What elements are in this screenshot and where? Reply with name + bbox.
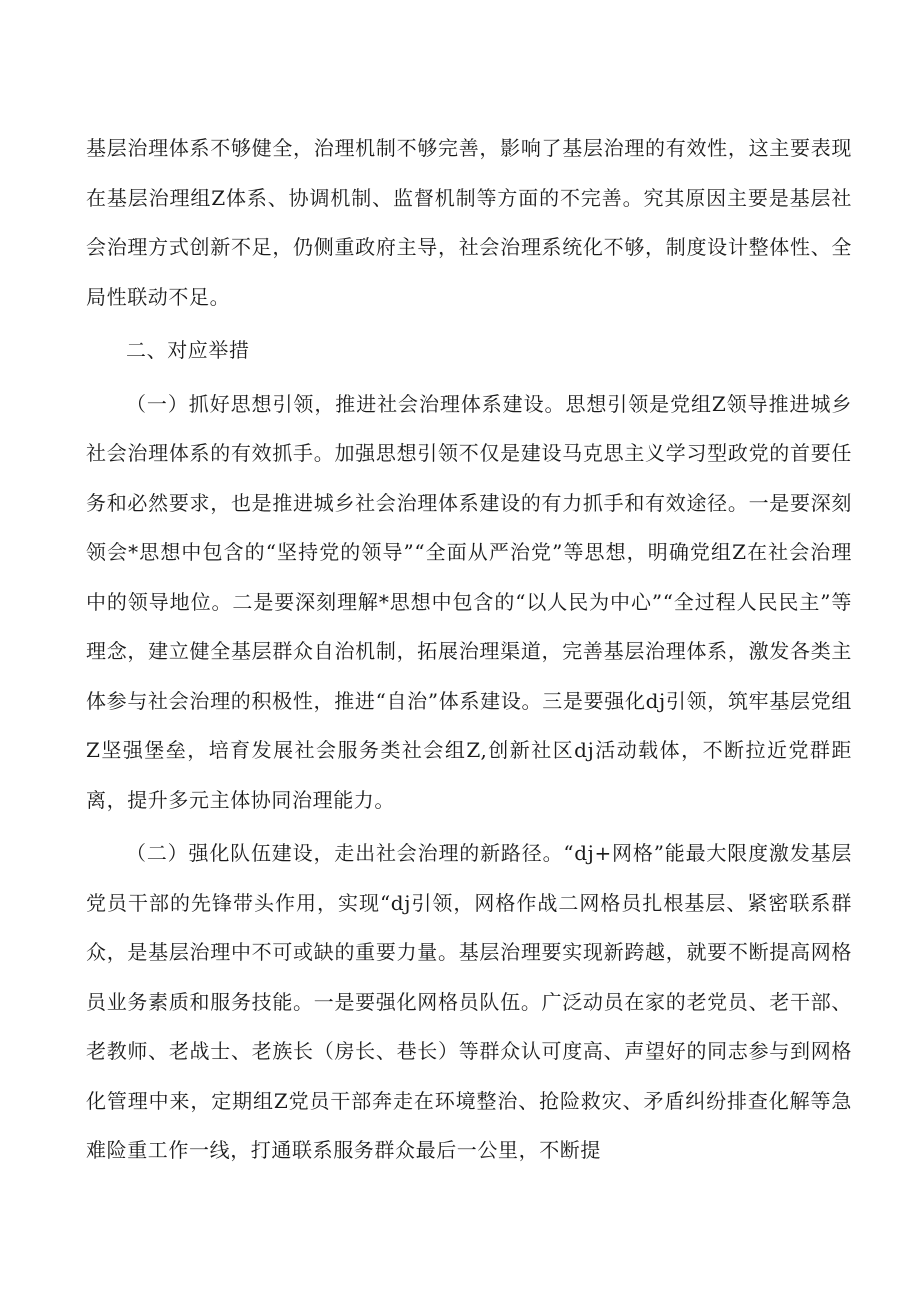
document-body bbox=[86, 124, 852, 1176]
paragraph-ideological-guidance: （一）抓好思想引领，推进社会治理体系建设。思想引领是党组Z领导推进城乡社会治理体系的有效抓手。加强思想引领不仅是建设马克思主义学习型政党的首要任务和必然要求，也是推进城乡社会治理体系建设的有力抓手和有效途径。一是要深刻领会*思想中包含的“坚持党的领导”“全面从严治党”等思想，明确党组Z在社会治理中的领导地位。二是要深刻理解*思想中包含的“以人民为中心”“全过程人民民主”等理念，建立健全基层群众自治机制，拓展治理渠道，完善基层治理体系，激发各类主体参与社会治理的积极性，推进“自治”体系建设。三是要强化dj引领，筑牢基层党组Z坚强堡垒，培育发展社会服务类社会组Z,创新社区dj活动载体，不断拉近党群距离，提升多元主体协同治理能力。 bbox=[86, 391, 852, 812]
section-heading-measures: 二、对应举措 bbox=[126, 338, 250, 362]
paragraph-problem-summary: 基层治理体系不够健全，治理机制不够完善，影响了基层治理的有效性，这主要表现在基层治理组Z体系、协调机制、监督机制等方面的不完善。究其原因主要是基层社会治理方式创新不足，仍侧重政府主导，社会治理系统化不够，制度设计整体性、全局性联动不足。 bbox=[86, 136, 852, 309]
paragraph-team-building: （二）强化队伍建设，走出社会治理的新路径。“dj+网格”能最大限度激发基层党员干部的先锋带头作用，实现“dj引领，网格作战二网格员扎根基层、紧密联系群众，是基层治理中不可或缺的重要力量。基层治理要实现新跨越，就要不断提高网格员业务素质和服务技能。一是要强化网格员队伍。广泛动员在家的老党员、老干部、老教师、老战士、老族长（房长、巷长）等群众认可度高、声望好的同志参与到网格化管理中来，定期组Z党员干部奔走在环境整治、抢险救灾、矛盾纠纷排查化解等急难险重工作一线，打通联系服务群众最后一公里，不断提 bbox=[86, 841, 852, 1162]
